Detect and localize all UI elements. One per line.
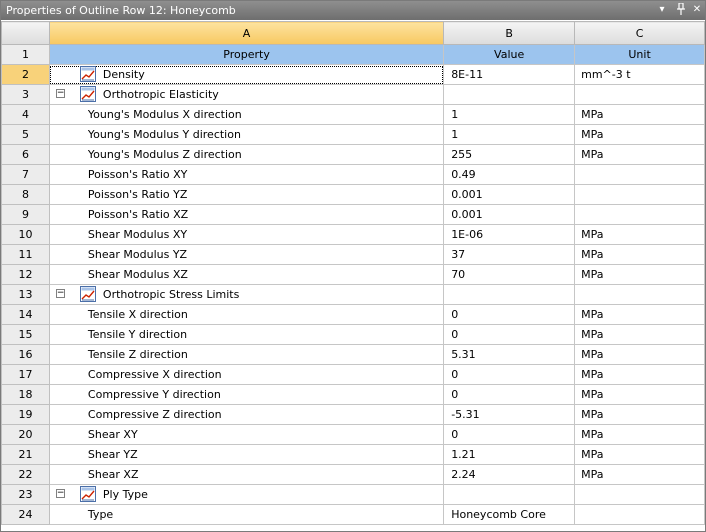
property-label: Tensile Y direction — [87, 328, 188, 341]
property-header: Property — [49, 45, 443, 65]
unit-header: Unit — [575, 45, 705, 65]
unit-cell[interactable]: MPa — [575, 105, 705, 125]
unit-cell[interactable]: mm^-3 t — [575, 65, 705, 85]
property-cell[interactable] — [49, 505, 443, 525]
value-cell[interactable]: 255 — [444, 145, 575, 165]
table-row[interactable] — [2, 185, 705, 205]
row-number[interactable]: 23 — [2, 485, 50, 505]
unit-cell[interactable]: MPa — [575, 265, 705, 285]
property-cell[interactable] — [49, 345, 443, 365]
table-row[interactable] — [2, 285, 705, 305]
value-cell[interactable] — [444, 485, 575, 505]
unit-cell[interactable]: MPa — [575, 425, 705, 445]
property-cell[interactable] — [49, 365, 443, 385]
value-cell[interactable]: 70 — [444, 265, 575, 285]
table-row[interactable] — [2, 245, 705, 265]
property-cell[interactable] — [49, 165, 443, 185]
panel-title: Properties of Outline Row 12: Honeycomb — [6, 4, 236, 17]
property-cell[interactable] — [49, 285, 443, 305]
unit-cell[interactable]: MPa — [575, 405, 705, 425]
row-number[interactable]: 12 — [2, 265, 50, 285]
property-cell[interactable] — [49, 185, 443, 205]
value-cell[interactable]: 8E-11 — [444, 65, 575, 85]
property-label: Compressive Z direction — [87, 408, 222, 421]
property-label: Poisson's Ratio XZ — [87, 208, 189, 221]
table-row[interactable] — [2, 225, 705, 245]
property-label: Compressive X direction — [87, 368, 222, 381]
unit-cell[interactable]: MPa — [575, 245, 705, 265]
property-cell[interactable] — [49, 265, 443, 285]
table-row[interactable] — [2, 265, 705, 285]
row-number[interactable]: 8 — [2, 185, 50, 205]
unit-cell[interactable] — [575, 485, 705, 505]
value-cell[interactable]: 0 — [444, 385, 575, 405]
value-cell[interactable] — [444, 85, 575, 105]
value-cell[interactable] — [444, 285, 575, 305]
unit-cell[interactable]: MPa — [575, 325, 705, 345]
value-cell[interactable]: 5.31 — [444, 345, 575, 365]
chart-icon[interactable] — [80, 66, 96, 82]
unit-cell[interactable] — [575, 505, 705, 525]
table-row[interactable] — [2, 345, 705, 365]
property-cell[interactable] — [49, 405, 443, 425]
close-icon[interactable]: ✕ — [692, 4, 702, 15]
unit-cell[interactable]: MPa — [575, 445, 705, 465]
property-label: Shear Modulus XY — [87, 228, 188, 241]
table-row[interactable] — [2, 465, 705, 485]
row-number[interactable]: 24 — [2, 505, 50, 525]
property-label: Type — [87, 508, 114, 521]
table-row[interactable] — [2, 405, 705, 425]
value-cell[interactable]: 0 — [444, 425, 575, 445]
table-row[interactable] — [2, 445, 705, 465]
property-cell[interactable] — [49, 125, 443, 145]
chart-icon[interactable] — [80, 286, 96, 302]
unit-cell[interactable]: MPa — [575, 305, 705, 325]
unit-cell[interactable]: MPa — [575, 465, 705, 485]
value-cell[interactable]: 0.001 — [444, 205, 575, 225]
unit-cell[interactable] — [575, 165, 705, 185]
unit-cell[interactable]: MPa — [575, 125, 705, 145]
value-cell[interactable]: 0.001 — [444, 185, 575, 205]
row-number[interactable]: 3 — [2, 85, 50, 105]
table-row[interactable] — [2, 85, 705, 105]
value-cell[interactable]: 1 — [444, 105, 575, 125]
value-cell[interactable]: 2.24 — [444, 465, 575, 485]
row-number[interactable]: 10 — [2, 225, 50, 245]
row-number[interactable]: 14 — [2, 305, 50, 325]
table-row[interactable] — [2, 365, 705, 385]
property-cell[interactable] — [49, 245, 443, 265]
row-number[interactable]: 21 — [2, 445, 50, 465]
unit-cell[interactable] — [575, 205, 705, 225]
property-cell[interactable] — [49, 105, 443, 125]
property-label: Shear YZ — [87, 448, 138, 461]
header-row — [2, 45, 705, 65]
row-number[interactable]: 20 — [2, 425, 50, 445]
property-cell[interactable] — [49, 485, 443, 505]
table-row[interactable] — [2, 485, 705, 505]
unit-cell[interactable]: MPa — [575, 385, 705, 405]
table-row[interactable] — [2, 505, 705, 525]
property-cell[interactable] — [49, 145, 443, 165]
table-row[interactable] — [2, 65, 705, 85]
collapse-icon[interactable]: − — [56, 288, 65, 298]
row-number[interactable]: 9 — [2, 205, 50, 225]
row-number[interactable]: 15 — [2, 325, 50, 345]
value-cell[interactable]: 0.49 — [444, 165, 575, 185]
column-header-b[interactable]: B — [444, 22, 575, 45]
property-label: Young's Modulus Y direction — [87, 128, 241, 141]
table-row[interactable] — [2, 425, 705, 445]
value-cell[interactable]: 1E-06 — [444, 225, 575, 245]
pin-icon[interactable] — [674, 3, 688, 17]
value-cell[interactable]: Honeycomb Core — [444, 505, 575, 525]
property-label: Tensile Z direction — [87, 348, 188, 361]
row-number[interactable]: 17 — [2, 365, 50, 385]
unit-cell[interactable] — [575, 85, 705, 105]
chart-icon[interactable] — [80, 486, 96, 502]
title-bar — [1, 1, 705, 20]
column-header-a[interactable]: A — [49, 22, 443, 45]
property-label: Ply Type — [102, 488, 148, 501]
property-label: Compressive Y direction — [87, 388, 221, 401]
property-label: Shear XZ — [87, 468, 139, 481]
unit-cell[interactable]: MPa — [575, 145, 705, 165]
unit-cell[interactable] — [575, 185, 705, 205]
property-cell[interactable] — [49, 445, 443, 465]
unit-cell[interactable]: MPa — [575, 365, 705, 385]
property-label: Young's Modulus X direction — [87, 108, 242, 121]
property-cell[interactable] — [49, 65, 443, 85]
property-cell[interactable] — [49, 205, 443, 225]
row-number[interactable]: 6 — [2, 145, 50, 165]
row-number[interactable]: 19 — [2, 405, 50, 425]
column-header-c[interactable]: C — [575, 22, 705, 45]
property-label: Shear Modulus XZ — [87, 268, 188, 281]
unit-cell[interactable]: MPa — [575, 345, 705, 365]
collapse-icon[interactable]: − — [56, 488, 65, 498]
row-number[interactable]: 5 — [2, 125, 50, 145]
corner-cell[interactable] — [2, 22, 50, 45]
property-label: Shear XY — [87, 428, 138, 441]
table-row[interactable] — [2, 385, 705, 405]
property-label: Young's Modulus Z direction — [87, 148, 242, 161]
value-cell[interactable]: 1 — [444, 125, 575, 145]
table-row[interactable] — [2, 205, 705, 225]
column-header-row — [2, 22, 705, 45]
property-cell[interactable] — [49, 85, 443, 105]
property-cell[interactable] — [49, 325, 443, 345]
property-cell[interactable] — [49, 305, 443, 325]
property-label: Poisson's Ratio YZ — [87, 188, 188, 201]
property-cell[interactable] — [49, 225, 443, 245]
property-label: Orthotropic Stress Limits — [102, 288, 240, 301]
row-number[interactable]: 13 — [2, 285, 50, 305]
property-label: Shear Modulus YZ — [87, 248, 188, 261]
unit-cell[interactable] — [575, 285, 705, 305]
row-number[interactable]: 4 — [2, 105, 50, 125]
chart-icon[interactable] — [80, 86, 96, 102]
row-number[interactable]: 16 — [2, 345, 50, 365]
value-cell[interactable]: -5.31 — [444, 405, 575, 425]
table-row[interactable] — [2, 105, 705, 125]
table-row[interactable] — [2, 325, 705, 345]
row-number[interactable]: 18 — [2, 385, 50, 405]
row-number[interactable]: 7 — [2, 165, 50, 185]
value-cell[interactable]: 0 — [444, 325, 575, 345]
value-cell[interactable]: 0 — [444, 365, 575, 385]
property-cell[interactable] — [49, 385, 443, 405]
property-label: Tensile X direction — [87, 308, 188, 321]
unit-cell[interactable]: MPa — [575, 225, 705, 245]
value-header: Value — [444, 45, 575, 65]
property-label: Density — [102, 68, 145, 81]
value-cell[interactable]: 0 — [444, 305, 575, 325]
table-row[interactable] — [2, 145, 705, 165]
row-number[interactable]: 11 — [2, 245, 50, 265]
table-row[interactable] — [2, 125, 705, 145]
property-label: Orthotropic Elasticity — [102, 88, 219, 101]
property-label: Poisson's Ratio XY — [87, 168, 188, 181]
property-cell[interactable] — [49, 425, 443, 445]
value-cell[interactable]: 37 — [444, 245, 575, 265]
row-number[interactable]: 1 — [2, 45, 50, 65]
property-cell[interactable] — [49, 465, 443, 485]
row-number[interactable]: 22 — [2, 465, 50, 485]
properties-grid — [1, 21, 705, 525]
table-row[interactable] — [2, 305, 705, 325]
dropdown-icon[interactable]: ▾ — [659, 4, 665, 15]
collapse-icon[interactable]: − — [56, 88, 65, 98]
table-row[interactable] — [2, 165, 705, 185]
value-cell[interactable]: 1.21 — [444, 445, 575, 465]
row-number[interactable]: 2 — [2, 65, 50, 85]
